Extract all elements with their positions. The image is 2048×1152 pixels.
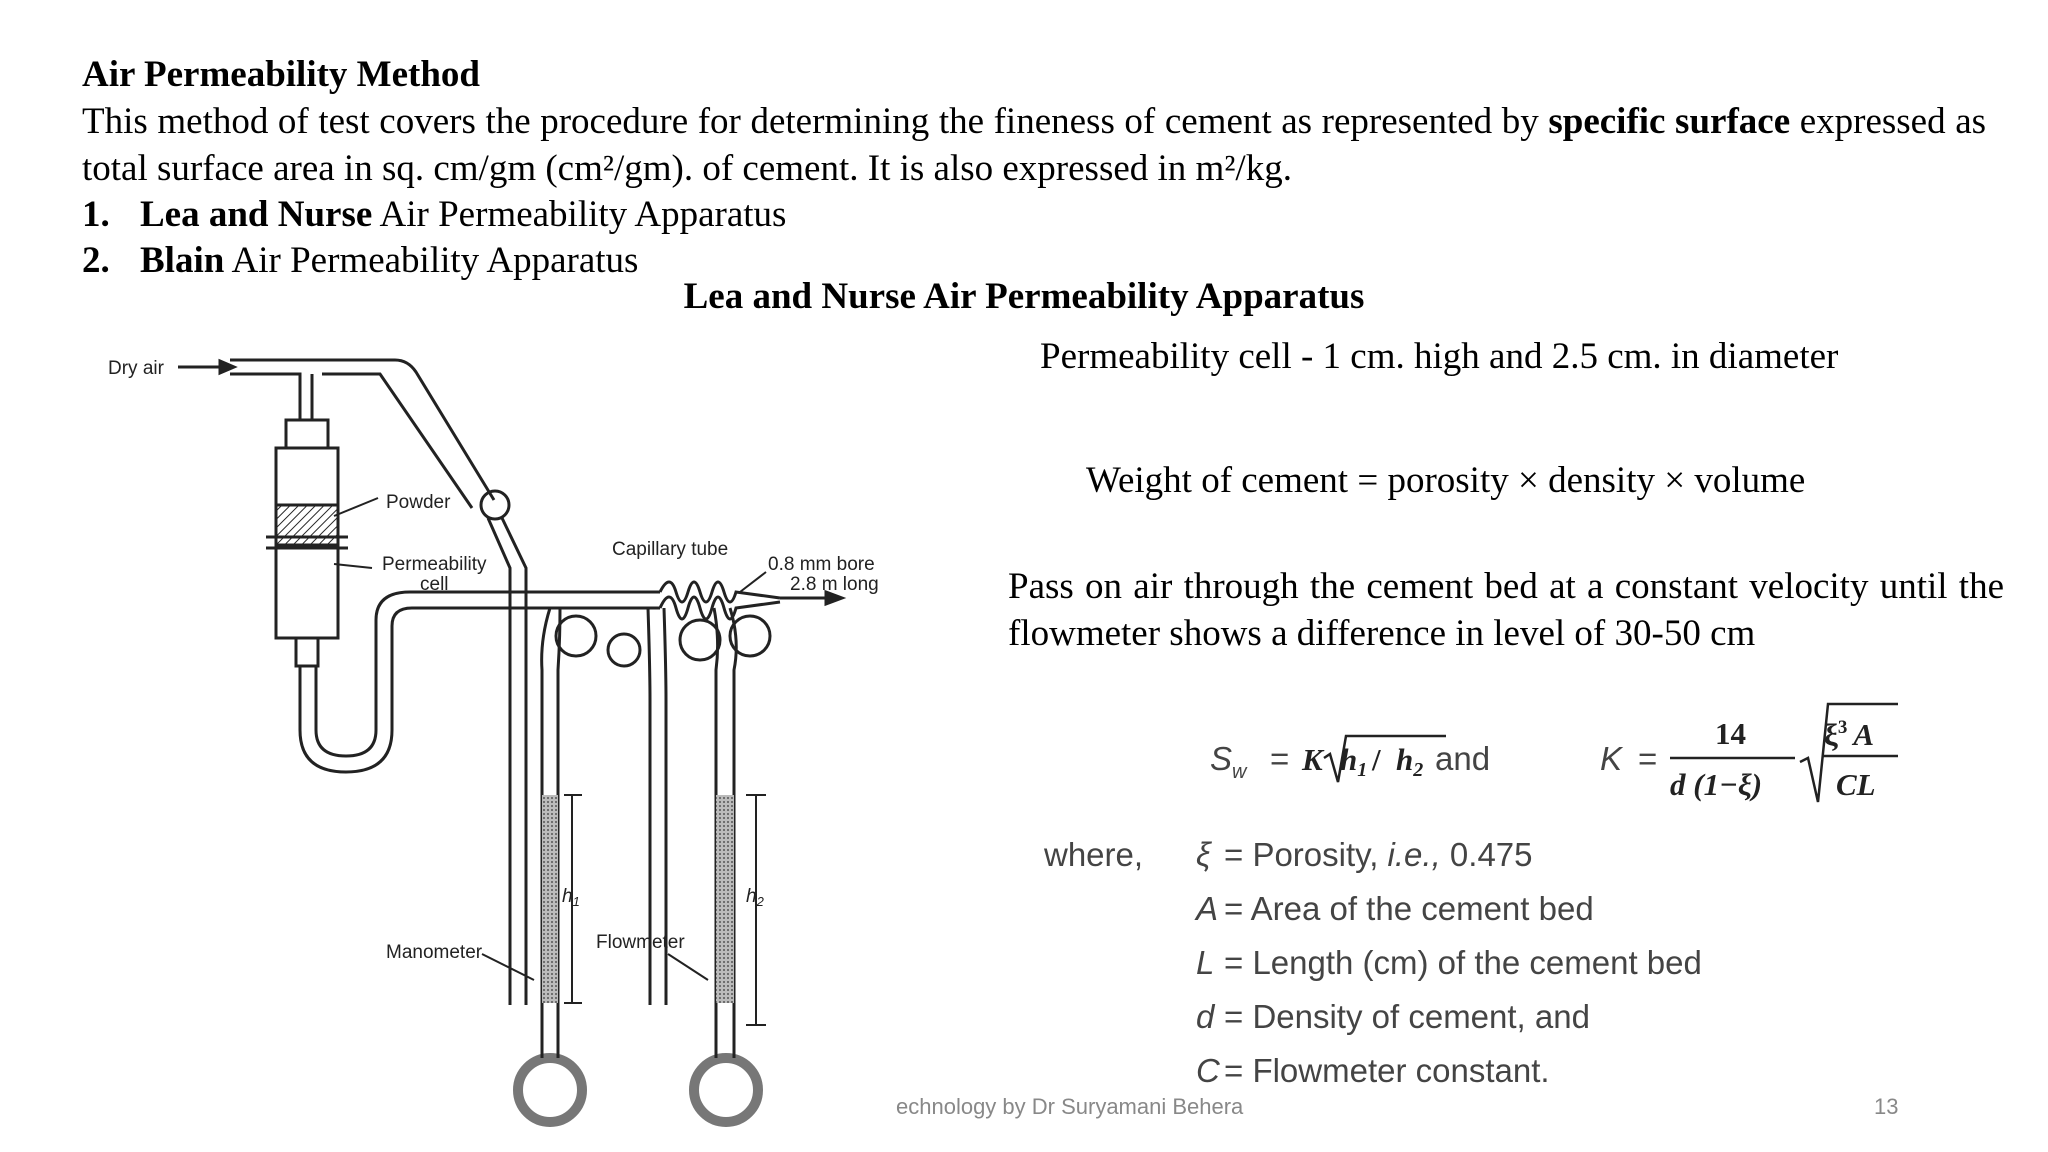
label-manometer: Manometer [386,942,483,963]
pipe-bulb [481,491,509,519]
label-capillary: Capillary tube [612,539,729,560]
label-h2: $h_2$ [746,886,764,909]
where-symbol: A [1196,890,1219,927]
formula-k2: K [1600,740,1623,777]
inlet-pipe [230,360,494,500]
where-tail: 0.475 [1449,836,1533,873]
where-item [1196,835,1533,875]
list-bold: Lea and Nurse [140,194,373,235]
arrow-head-icon [220,361,234,373]
flowmeter-liquid [716,795,734,1003]
where-symbol: L [1196,944,1215,981]
label-powder: Powder [386,492,451,513]
where-text: = Flowmeter constant. [1224,1052,1550,1089]
intro-part2: expressed as total surface area in sq. cm/gm (cm²/gm). of cement. It is also expressed in m²/kg. [82,101,1987,189]
flowmeter-bulb [694,1058,758,1122]
list-item [82,192,786,238]
where-item [1196,943,1702,983]
list-text: Air Permeability Apparatus [372,194,787,235]
manometer-liquid [542,795,558,1003]
formula-h2: h2 [1396,742,1424,781]
formula-numerator: 14 [1715,716,1746,751]
where-text: = Length (cm) of the cement bed [1224,944,1702,981]
formula-eq2: = [1638,740,1658,777]
label-h1: $h_1$ [562,886,580,909]
where-symbol: ξ [1196,836,1211,873]
formula-slash: / [1372,742,1381,777]
formula-sw: $S_w$ [1210,740,1247,783]
intro-bold-term: specific surface [1548,101,1791,142]
where-item [1196,1051,1550,1091]
where-symbol: d [1196,998,1215,1035]
formula-root-xi: $\xi^3$ A [1824,717,1875,752]
list-bold: Blain [140,240,225,281]
where-symbol: C [1196,1052,1220,1089]
formula-denominator: d (1−ξ) [1670,767,1763,802]
where-item [1196,889,1594,929]
formula-block [1210,700,1910,810]
list-text: Air Permeability Apparatus [224,240,639,281]
label-flowmeter: Flowmeter [596,932,685,953]
figure-caption: Lea and Nurse Air Permeability Apparatus [683,276,1365,317]
label-permeability: Permeability [382,554,487,575]
cell-cap [286,420,328,448]
cell-note: Permeability cell - 1 cm. high and 2.5 cm. in diameter [1040,336,1839,377]
list-number: 1. [82,194,110,235]
intro-paragraph [82,98,1986,192]
footer-text: echnology by Dr Suryamani Behera [896,1094,1244,1119]
manometer-bulb [518,1058,582,1122]
weight-note: Weight of cement = porosity × density × volume [1086,460,1806,501]
slide-heading: Air Permeability Method [82,54,481,95]
formula-root-cl: CL [1836,767,1876,802]
powder-bed [276,505,338,545]
label-cell: cell [420,574,449,595]
where-italic: i.e., [1387,836,1441,873]
where-item [1196,997,1590,1037]
list-number: 2. [82,240,110,281]
formula-eq: = [1270,740,1290,777]
intro-part1: This method of test covers the procedure for determining the fineness of cement as represented by [82,101,1539,142]
formula-k: K [1302,742,1323,777]
where-label: where, [1044,836,1144,873]
formula-and: and [1435,740,1491,777]
label-long: 2.8 m long [790,574,879,595]
label-bore: 0.8 mm bore [768,554,875,575]
where-text: = Area of the cement bed [1224,890,1594,927]
where-text: = Porosity, [1224,836,1379,873]
formula-h1: h1 [1340,742,1368,781]
where-text: = Density of cement, and [1224,998,1590,1035]
label-dry-air: Dry air [108,358,164,379]
page-number: 13 [1874,1094,1899,1119]
apparatus-diagram [90,340,950,1130]
pass-note: Pass on air through the cement bed at a constant velocity until the flowmeter shows a difference in level of 30-50 cm [1008,566,2004,654]
